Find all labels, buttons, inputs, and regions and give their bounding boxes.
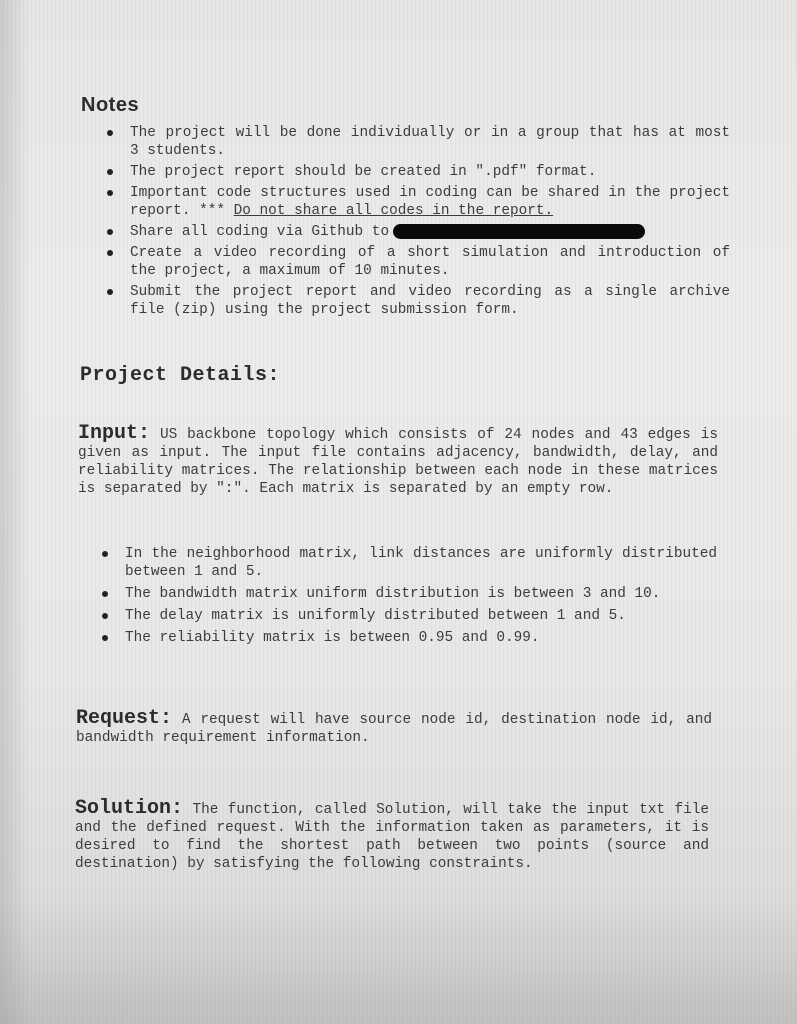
notes-item-text: Important code structures used in coding can be shared in the project report. *** — [130, 185, 730, 219]
input-label: Input: — [78, 422, 151, 445]
notes-list — [130, 124, 730, 322]
notes-item: The project report should be created in ".pdf" format. — [130, 163, 730, 181]
solution-text: The function, called Solution, will take the input txt file and the defined request. With the information taken as parameters, it is desired to find the shortest path between two points (source and destination) by satisfying the following constraints. — [75, 802, 709, 872]
request-paragraph — [76, 707, 712, 747]
request-text: A request will have source node id, destination node id, and bandwidth requirement information. — [76, 712, 712, 746]
solution-paragraph — [75, 797, 709, 873]
input-detail-item: In the neighborhood matrix, link distances are uniformly distributed between 1 and 5. — [125, 546, 717, 580]
page-shadow-left — [0, 0, 30, 1024]
notes-item-text: Share all coding via Github to — [130, 224, 390, 240]
project-details-heading: Project Details: — [80, 364, 281, 387]
input-details-list — [125, 545, 717, 651]
notes-heading: Notes — [81, 94, 140, 116]
input-detail-item: The reliability matrix is between 0.95 and 0.99. — [125, 629, 717, 647]
redaction-mark — [393, 224, 645, 239]
notes-item: The project will be done individually or in a group that has at most 3 students. — [130, 125, 730, 159]
notes-item: Submit the project report and video recording as a single archive file (zip) using the project submission form. — [130, 284, 730, 318]
input-detail-item: The bandwidth matrix uniform distribution is between 3 and 10. — [125, 585, 717, 603]
input-text: US backbone topology which consists of 24 nodes and 43 edges is given as input. The input file contains adjacency, bandwidth, delay, and reliability matrices. The relationship between each node in these matrices is separated by ":". Each matrix is separated by an empty row. — [78, 427, 718, 497]
page-shadow-bottom — [0, 900, 797, 1024]
notes-item — [130, 184, 730, 220]
notes-item: Create a video recording of a short simulation and introduction of the project, a maximum of 10 minutes. — [130, 245, 730, 279]
notes-item — [130, 223, 730, 241]
underlined-note: Do not share all codes in the report. — [233, 203, 554, 219]
request-label: Request: — [76, 707, 173, 730]
input-detail-item: The delay matrix is uniformly distributed between 1 and 5. — [125, 607, 717, 625]
solution-label: Solution: — [75, 797, 184, 820]
input-paragraph — [78, 422, 718, 498]
